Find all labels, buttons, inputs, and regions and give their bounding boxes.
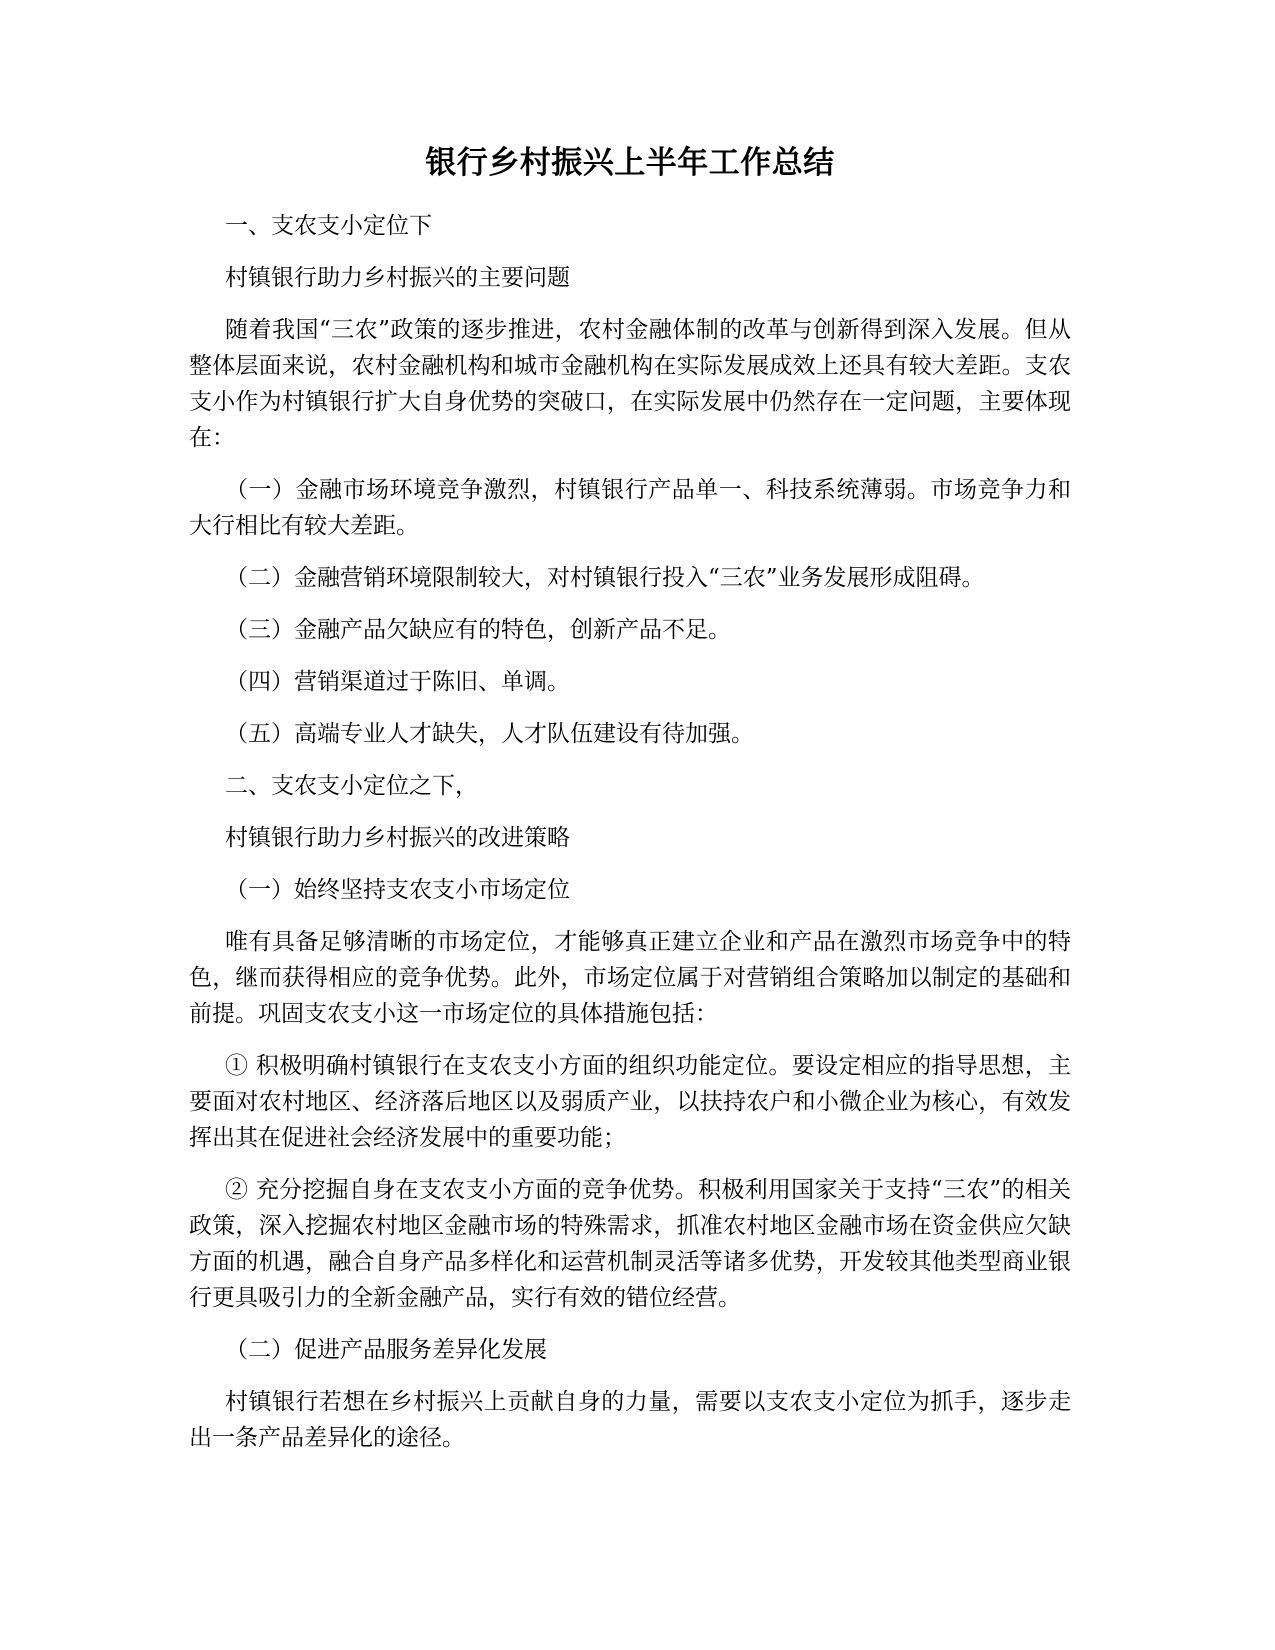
numbered-item: ① 积极明确村镇银行在支农支小方面的组织功能定位。要设定相应的指导思想，主要面对农村地区、经济落后地区以及弱质产业，以扶持农户和小微企业为核心，有效发挥出其在促进社会经济发展中的重要功能； <box>189 1053 1071 1151</box>
subsection-heading: （一）始终坚持支农支小市场定位 <box>225 877 570 903</box>
list-item: （五）高端专业人才缺失，人才队伍建设有待加强。 <box>225 721 754 747</box>
section-subheading: 村镇银行助力乡村振兴的改进策略 <box>225 825 570 851</box>
list-item: （一）金融市场环境竞争激烈，村镇银行产品单一、科技系统薄弱。市场竞争力和大行相比有较大差距。 <box>189 477 1071 539</box>
document-title: 银行乡村振兴上半年工作总结 <box>425 145 835 181</box>
list-item: （三）金融产品欠缺应有的特色，创新产品不足。 <box>225 617 731 643</box>
section-heading: 二、支农支小定位之下， <box>225 773 478 799</box>
numbered-item: ② 充分挖掘自身在支农支小方面的竞争优势。积极利用国家关于支持“三农”的相关政策，深入挖掘农村地区金融市场的特殊需求，抓准农村地区金融市场在资金供应欠缺方面的机遇，融合自身产品多样化和运营机制灵活等诸多优势，开发较其他类型商业银行更具吸引力的全新金融产品，实行有效的错位经营。 <box>189 1177 1071 1311</box>
section-heading: 一、支农支小定位下 <box>225 213 432 239</box>
document-page <box>189 140 1071 1472</box>
subsection-heading: （二）促进产品服务差异化发展 <box>225 1337 547 1363</box>
list-item: （四）营销渠道过于陈旧、单调。 <box>225 669 570 695</box>
section-subheading: 村镇银行助力乡村振兴的主要问题 <box>225 265 570 291</box>
body-paragraph: 村镇银行若想在乡村振兴上贡献自身的力量，需要以支农支小定位为抓手，逐步走出一条产品差异化的途径。 <box>189 1389 1071 1451</box>
body-paragraph: 唯有具备足够清晰的市场定位，才能够真正建立企业和产品在激烈市场竞争中的特色，继而获得相应的竞争优势。此外，市场定位属于对营销组合策略加以制定的基础和前提。巩固支农支小这一市场定位的具体措施包括： <box>189 929 1071 1027</box>
body-paragraph: 随着我国“三农”政策的逐步推进，农村金融体制的改革与创新得到深入发展。但从整体层面来说，农村金融机构和城市金融机构在实际发展成效上还具有较大差距。支农支小作为村镇银行扩大自身优势的突破口，在实际发展中仍然存在一定问题，主要体现在： <box>189 317 1071 451</box>
list-item: （二）金融营销环境限制较大，对村镇银行投入“三农”业务发展形成阻碍。 <box>225 565 985 591</box>
